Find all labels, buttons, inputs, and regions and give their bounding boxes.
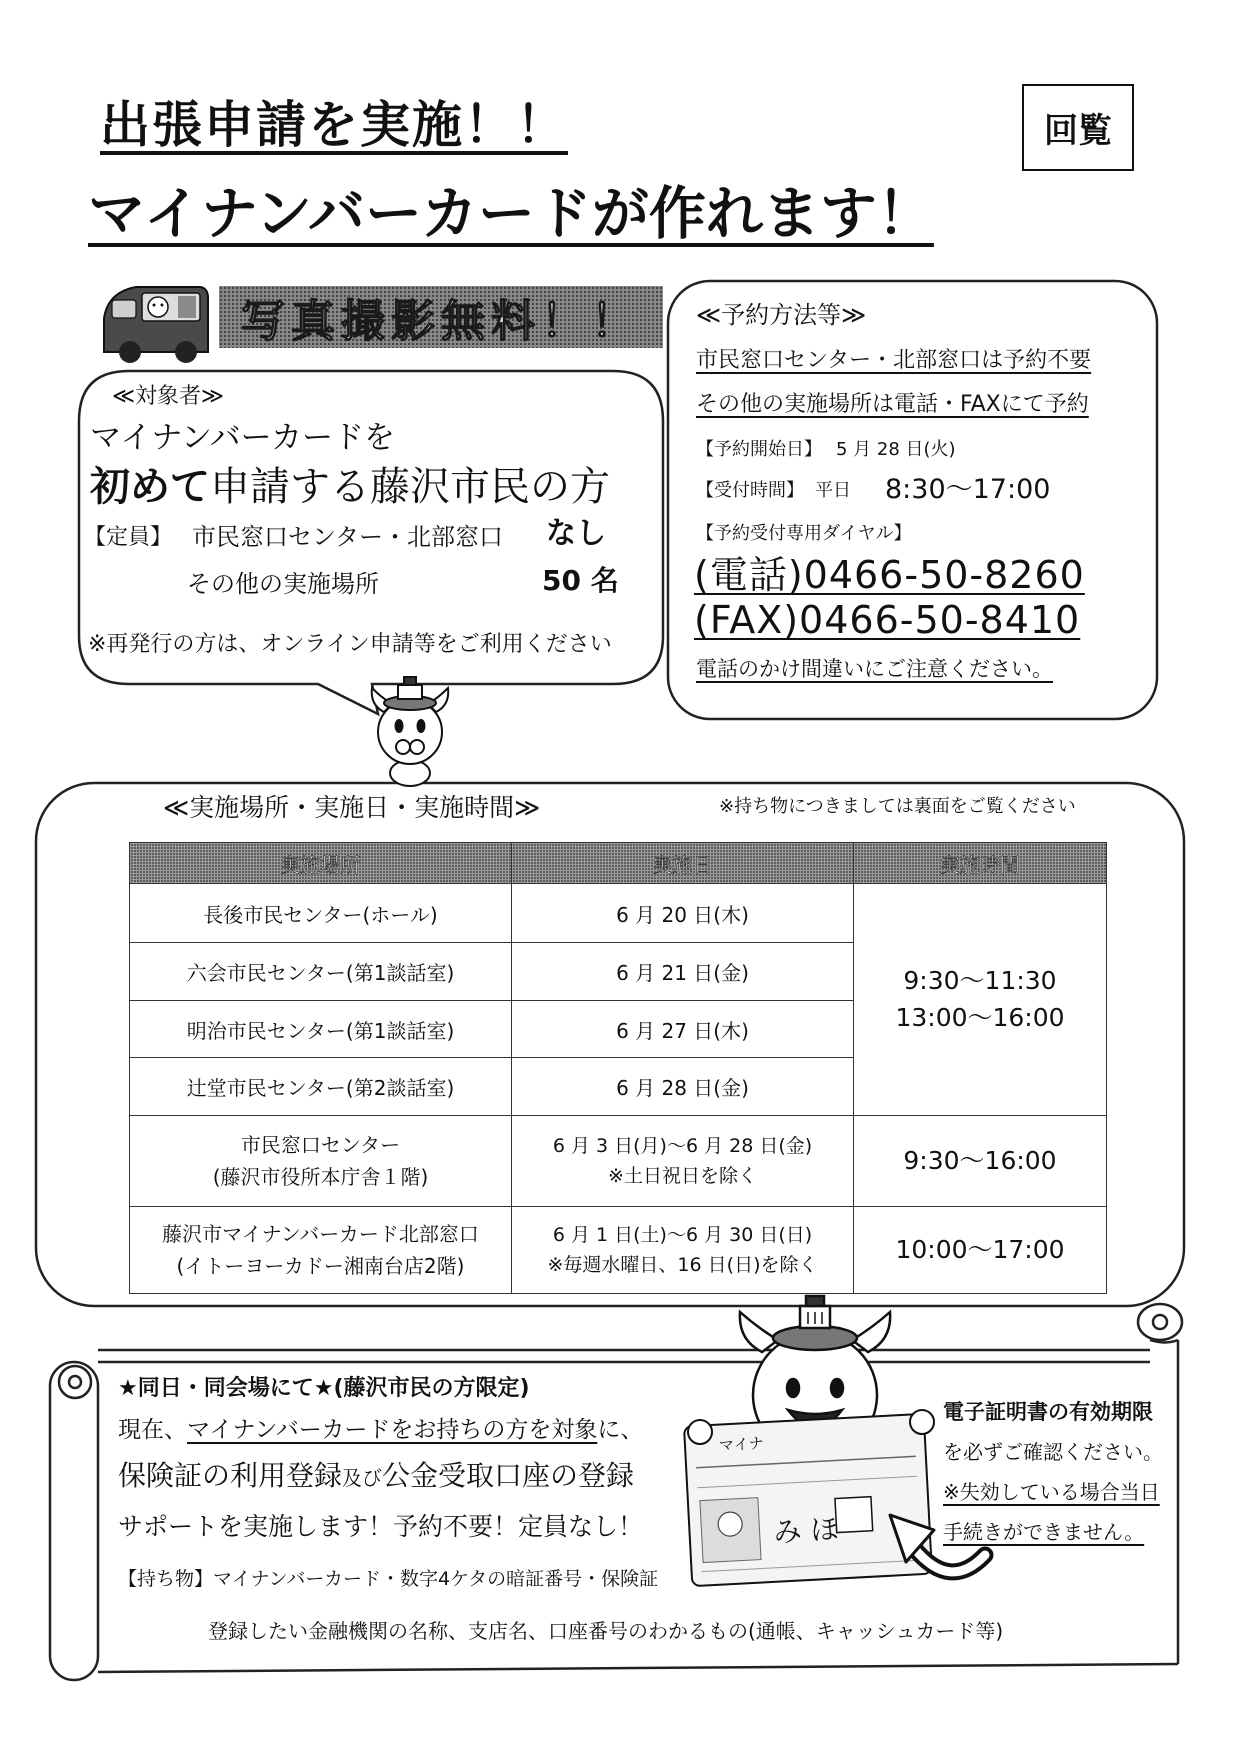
cert-line4: 手続きができません。	[943, 1520, 1145, 1544]
place-line: (イトーヨーカドー湘南台店2階)	[176, 1254, 465, 1278]
cert-line1: 電子証明書の有効期限	[943, 1400, 1153, 1424]
free-photo-banner: 写真撮影無料！！	[219, 286, 663, 348]
reservation-line2: その他の実施場所は電話・FAXにて予約	[696, 392, 1089, 417]
place-cell: 辻堂市民センター(第2談話室)	[130, 1058, 512, 1116]
card-label: マイナ	[718, 1434, 765, 1455]
place-line: 藤沢市マイナンバーカード北部窓口	[162, 1222, 479, 1246]
place-cell: 明治市民センター(第1談話室)	[130, 1001, 512, 1058]
target-line2-rest: 申請する藤沢市民の方	[210, 464, 610, 510]
support-line1-post: に、	[597, 1417, 644, 1443]
target-line2	[90, 464, 610, 510]
place-cell	[130, 1207, 512, 1294]
time-cell	[854, 1116, 1107, 1207]
schedule-heading: ≪実施場所・実施日・実施時間≫	[163, 793, 541, 822]
target-emphasis: 初めて	[90, 464, 210, 510]
circulation-stamp: 回覧	[1022, 84, 1134, 171]
table-row	[130, 1116, 1107, 1207]
reservation-heading: ≪予約方法等≫	[696, 301, 867, 329]
date-cell: 6 月 21 日(金)	[512, 943, 854, 1001]
page-title: 出張申請を実施！！	[100, 96, 568, 154]
capacity-row1-value: なし	[546, 516, 606, 551]
place-cell: 長後市民センター(ホール)	[130, 884, 512, 943]
reissue-note: ※再発行の方は、オンライン申請等をご利用ください	[88, 632, 612, 657]
support-items: 【持ち物】マイナンバーカード・数字4ケタの暗証番号・保険証	[118, 1568, 659, 1590]
cert-line3: ※失効している場合当日	[943, 1480, 1160, 1504]
dial-label: 【予約受付専用ダイヤル】	[696, 523, 912, 544]
date-cell	[512, 1207, 854, 1294]
table-header-row	[130, 843, 1107, 884]
support-line1	[118, 1419, 643, 1442]
schedule-note: ※持ち物につきましては裏面をご覧ください	[719, 796, 1076, 817]
hours-value: 8:30～17:00	[885, 474, 1051, 505]
column-header-place: 実施場所	[130, 843, 512, 884]
table-row	[130, 884, 1107, 943]
place-line: (藤沢市役所本庁舎１階)	[212, 1165, 429, 1189]
column-header-time: 実施時間	[854, 843, 1107, 884]
capacity-label: 【定員】	[84, 525, 173, 550]
card-name: み ほ	[772, 1512, 840, 1549]
column-header-date: 実施日	[512, 843, 854, 884]
shared-time-cell	[854, 884, 1107, 1116]
date-line: ※毎週水曜日、16 日(日)を除く	[547, 1254, 818, 1276]
support-line2-b: 公金受取口座の登録	[382, 1459, 635, 1492]
target-line1: マイナンバーカードを	[90, 420, 396, 456]
time-cell	[854, 1207, 1107, 1294]
cert-line2: を必ずご確認ください。	[943, 1440, 1163, 1464]
capacity-row2-place: その他の実施場所	[187, 570, 379, 598]
date-cell: 6 月 20 日(木)	[512, 884, 854, 943]
hours-day: 平日	[815, 480, 851, 501]
support-line1-pre: 現在、	[118, 1417, 187, 1443]
hours-label: 【受付時間】	[696, 480, 804, 501]
support-items-continued: 登録したい金融機関の名称、支店名、口座番号のわかるもの(通帳、キャッシュカード等)	[208, 1619, 1004, 1643]
time-morning: 9:30～11:30	[903, 966, 1057, 996]
reservation-line1: 市民窓口センター・北部窓口は予約不要	[696, 348, 1092, 373]
mascot-icon	[372, 677, 449, 786]
start-date-value: 5 月 28 日(火)	[836, 439, 956, 460]
support-line2-conjunction: 及び	[342, 1466, 383, 1490]
place-cell: 六会市民センター(第1談話室)	[130, 943, 512, 1001]
target-heading: ≪対象者≫	[112, 384, 225, 409]
phone-number: (電話)0466-50-8260	[694, 553, 1085, 597]
time-value: 10:00～17:00	[895, 1234, 1065, 1264]
page-subtitle: マイナンバーカードが作れます！	[88, 181, 934, 247]
capacity-row2-value: 50 名	[542, 564, 619, 597]
time-afternoon: 13:00～16:00	[895, 1002, 1065, 1032]
start-date-label: 【予約開始日】	[696, 439, 822, 460]
support-line2-a: 保険証の利用登録	[118, 1459, 343, 1492]
schedule-table	[129, 842, 1107, 1294]
date-line: 6 月 1 日(土)～6 月 30 日(日)	[552, 1223, 813, 1246]
date-line: 6 月 3 日(月)～6 月 28 日(金)	[552, 1134, 813, 1157]
dial-caution: 電話のかけ間違いにご注意ください。	[696, 657, 1053, 681]
date-cell: 6 月 27 日(木)	[512, 1001, 854, 1058]
table-row	[130, 1207, 1107, 1294]
date-line: ※土日祝日を除く	[608, 1165, 757, 1187]
place-line: 市民窓口センター	[240, 1133, 401, 1157]
van-icon	[104, 287, 208, 363]
date-cell	[512, 1116, 854, 1207]
time-value: 9:30～16:00	[903, 1145, 1057, 1175]
support-heading: ★同日・同会場にて★(藤沢市民の方限定)	[118, 1376, 530, 1401]
place-cell	[130, 1116, 512, 1207]
id-card-icon	[684, 1414, 932, 1586]
support-line1-underlined: マイナンバーカードをお持ちの方を対象	[187, 1417, 598, 1443]
capacity-row1-place: 市民窓口センター・北部窓口	[192, 523, 504, 551]
support-line3: サポートを実施します！予約不要！定員なし！	[118, 1512, 644, 1541]
fax-number: (FAX)0466-50-8410	[694, 598, 1081, 642]
date-cell: 6 月 28 日(金)	[512, 1058, 854, 1116]
support-line2	[118, 1459, 635, 1492]
